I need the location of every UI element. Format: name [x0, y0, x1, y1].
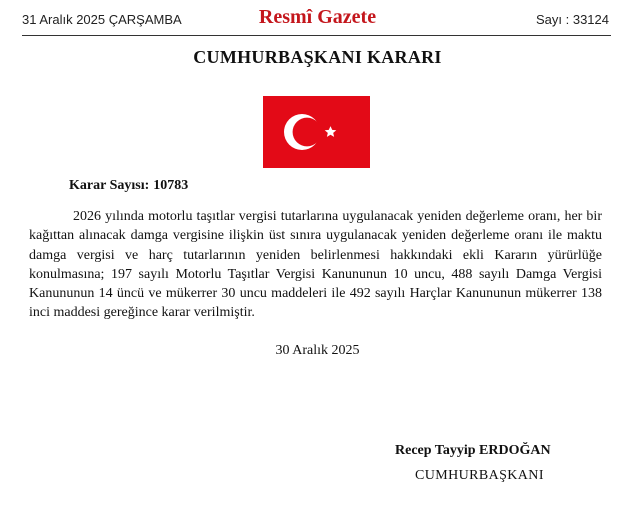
- decision-number-label: Karar Sayısı:: [69, 178, 150, 193]
- document-heading: CUMHURBAŞKANI KARARI: [193, 47, 442, 67]
- header-divider: [22, 35, 611, 36]
- decision-number-value: 10783: [153, 178, 189, 193]
- turkish-flag-icon: [263, 96, 370, 168]
- signer-title: CUMHURBAŞKANI: [415, 468, 544, 483]
- decision-body-text: 2026 yılında motorlu taşıtlar vergisi tutarlarına uygulanacak yeniden değerleme oranı, her bir kağıttan alınacak damga vergisine ilişkin üst sınıra uygulanacak yeniden değerleme oranı ile maktu damga vergisi ve harç tutarlarının yeniden belirlenmesi hakkındaki ekli Kararın yürürlüğe konulmasına; 197 sayılı Motorlu Taşıtlar Vergisi Kanununun 10 uncu, 488 sayılı Damga Vergisi Kanununun 14 üncü ve mükerrer 30 uncu maddeleri ile 492 sayılı Harçlar Kanununun mükerrer 138 inci maddesi gereğince karar verilmiştir.: [29, 209, 602, 321]
- gazette-issue-number: Sayı : 33124: [536, 12, 609, 27]
- decision-number: [69, 178, 188, 194]
- decision-date: 30 Aralık 2025: [275, 343, 360, 358]
- signer-name: Recep Tayyip ERDOĞAN: [395, 443, 551, 458]
- gazette-date: 31 Aralık 2025 ÇARŞAMBA: [22, 12, 182, 27]
- gazette-title: Resmî Gazete: [258, 6, 377, 28]
